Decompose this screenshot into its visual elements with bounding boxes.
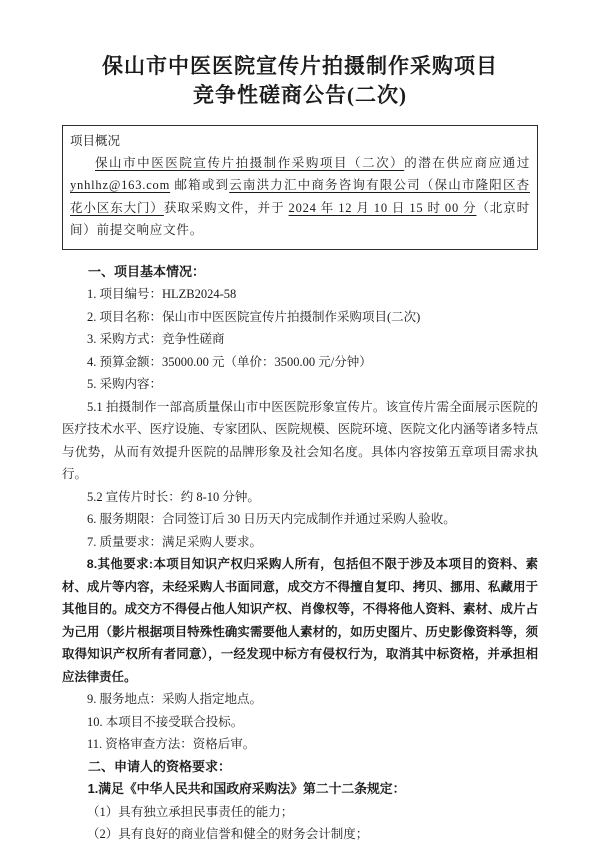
para-law-article22: 1.满足《中华人民共和国政府采购法》第二十二条规定： <box>87 781 406 797</box>
title-line-2: 竞争性磋商公告(二次) <box>193 83 407 107</box>
overview-deadline: 2024 年 12 月 10 日 15 时 00 分 <box>288 200 477 215</box>
overview-text: （北京时间）前提交响应文件。 <box>70 200 530 238</box>
para-project-number: 1. 项目编号：HLZB2024-58 <box>87 287 237 302</box>
para-qualification-review: 11. 资格审查方法：资格后审。 <box>87 737 256 752</box>
para-service-location: 9. 服务地点：采购人指定地点。 <box>87 692 263 707</box>
para-qualification-2: （2）具有良好的商业信誉和健全的财务会计制度； <box>87 827 369 842</box>
para-budget-amount: 4. 预算金额：35000.00 元（单价：3500.00 元/分钟） <box>87 354 372 369</box>
para-no-joint-bid: 10. 本项目不接受联合投标。 <box>87 714 244 729</box>
section2-heading: 二、申请人的资格要求： <box>88 758 232 774</box>
para-other-requirements: 8.其他要求:本项目知识产权归采购人所有，包括但不限于涉及本项目的资料、素材、成片等内容，未经采购人书面同意，成交方不得擅自复印、拷贝、挪用、私藏用于其他目的。成交方不得侵占他人知识产权、肖像权等，不得将他人资料、素材、成片占为己用（影片根据项目特殊性确实需要他人素材的，如历史图片、历史影像资料等，须取得知识产权所有者同意），一经发现中标方有侵权行为，取消其中标资格，并承担相应法律责任。 <box>62 557 538 684</box>
overview-text: 的潜在供应商应通过 <box>404 156 531 170</box>
para-procurement-method: 3. 采购方式：竞争性磋商 <box>87 332 225 347</box>
para-qualification-1: （1）具有独立承担民事责任的能力； <box>87 804 294 819</box>
para-procurement-content: 5. 采购内容： <box>87 377 163 392</box>
overview-heading: 项目概况 <box>70 134 121 148</box>
para-content-5-1: 5.1 拍摄制作一部高质量保山市中医医院形象宣传片。该宣传片需全面展示医院的医疗技术水平、医疗设施、专家团队、医院规模、医院环境、医院文化内涵等诸多特点与优势，从而有效提升医院的品牌形象及社会知名度。具体内容按第五章项目需求执行。 <box>62 399 538 482</box>
para-quality-requirement: 7. 质量要求：满足采购人要求。 <box>87 534 263 549</box>
overview-email: ynhlhz@163.com <box>70 178 171 193</box>
overview-paragraph <box>70 152 530 242</box>
title-line-1: 保山市中医医院宣传片拍摄制作采购项目 <box>102 54 498 78</box>
para-content-5-2: 5.2 宣传片时长：约 8-10 分钟。 <box>87 489 260 504</box>
overview-text: 邮箱或到 <box>170 178 230 193</box>
overview-agency-name: 云南洪力汇中商务咨询有限公司（保山市隆阳区杏花小区东大门） <box>70 178 530 215</box>
overview-text: 获取采购文件，并于 <box>163 200 289 215</box>
document-title <box>62 52 538 110</box>
overview-project-name: 保山市中医医院宣传片拍摄制作采购项目（二次） <box>95 156 405 170</box>
project-overview-box <box>62 125 538 250</box>
section1-heading: 一、项目基本情况： <box>88 263 206 279</box>
para-service-period: 6. 服务期限：合同签订后 30 日历天内完成制作并通过采购人验收。 <box>87 512 456 527</box>
para-project-name: 2. 项目名称：保山市中医医院宣传片拍摄制作采购项目(二次) <box>87 309 421 324</box>
